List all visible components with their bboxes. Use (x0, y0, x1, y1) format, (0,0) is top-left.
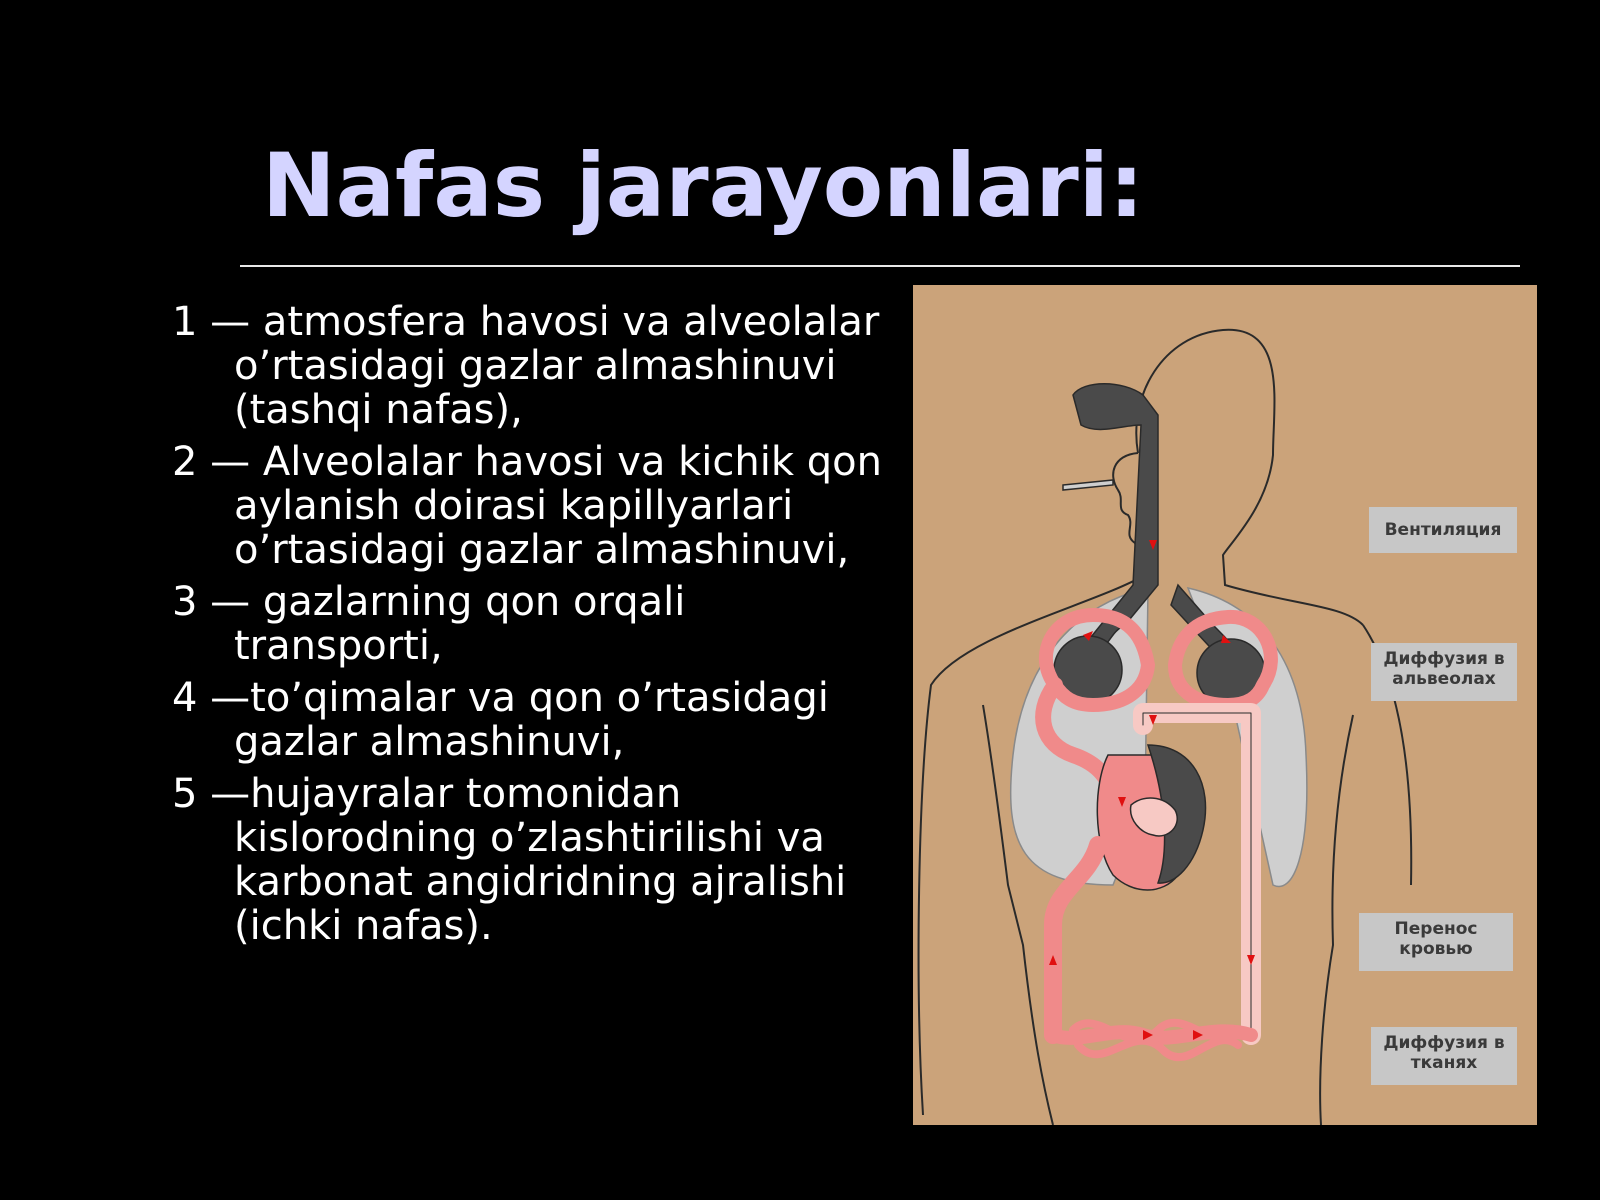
respiration-diagram-drawing (913, 285, 1537, 1125)
list-item: 2 — Alveolalar havosi va kichik qon aylanish doirasi kapillyarlari o’rtasidagi gazlar almashinuvi, (172, 439, 882, 573)
list-item: 3 — gazlarning qon orqali transporti, (172, 579, 686, 669)
label-alveoli-diffusion: Диффузия в альвеолах (1371, 643, 1517, 701)
respiration-diagram (913, 285, 1537, 1125)
list-item: 4 —to’qimalar va qon o’rtasidagi gazlar almashinuvi, (172, 675, 829, 765)
process-list (172, 300, 892, 956)
slide-title: Nafas jarayonlari: (262, 134, 1145, 237)
list-item: 1 — atmosfera havosi va alveolalar o’rtasidagi gazlar almashinuvi (tashqi nafas), (172, 299, 880, 433)
title-divider (240, 265, 1520, 267)
body-outline (919, 330, 1412, 1125)
label-ventilation: Вентиляция (1369, 507, 1517, 553)
airway (1054, 384, 1265, 707)
heart (1097, 745, 1205, 890)
label-tissue-diffusion: Диффузия в тканях (1371, 1027, 1517, 1085)
label-blood-transport: Перенос кровью (1359, 913, 1513, 971)
list-item: 5 —hujayralar tomonidan kislorodning o’zlashtirilishi va karbonat angidridning ajralishi (ichki nafas). (172, 771, 847, 949)
